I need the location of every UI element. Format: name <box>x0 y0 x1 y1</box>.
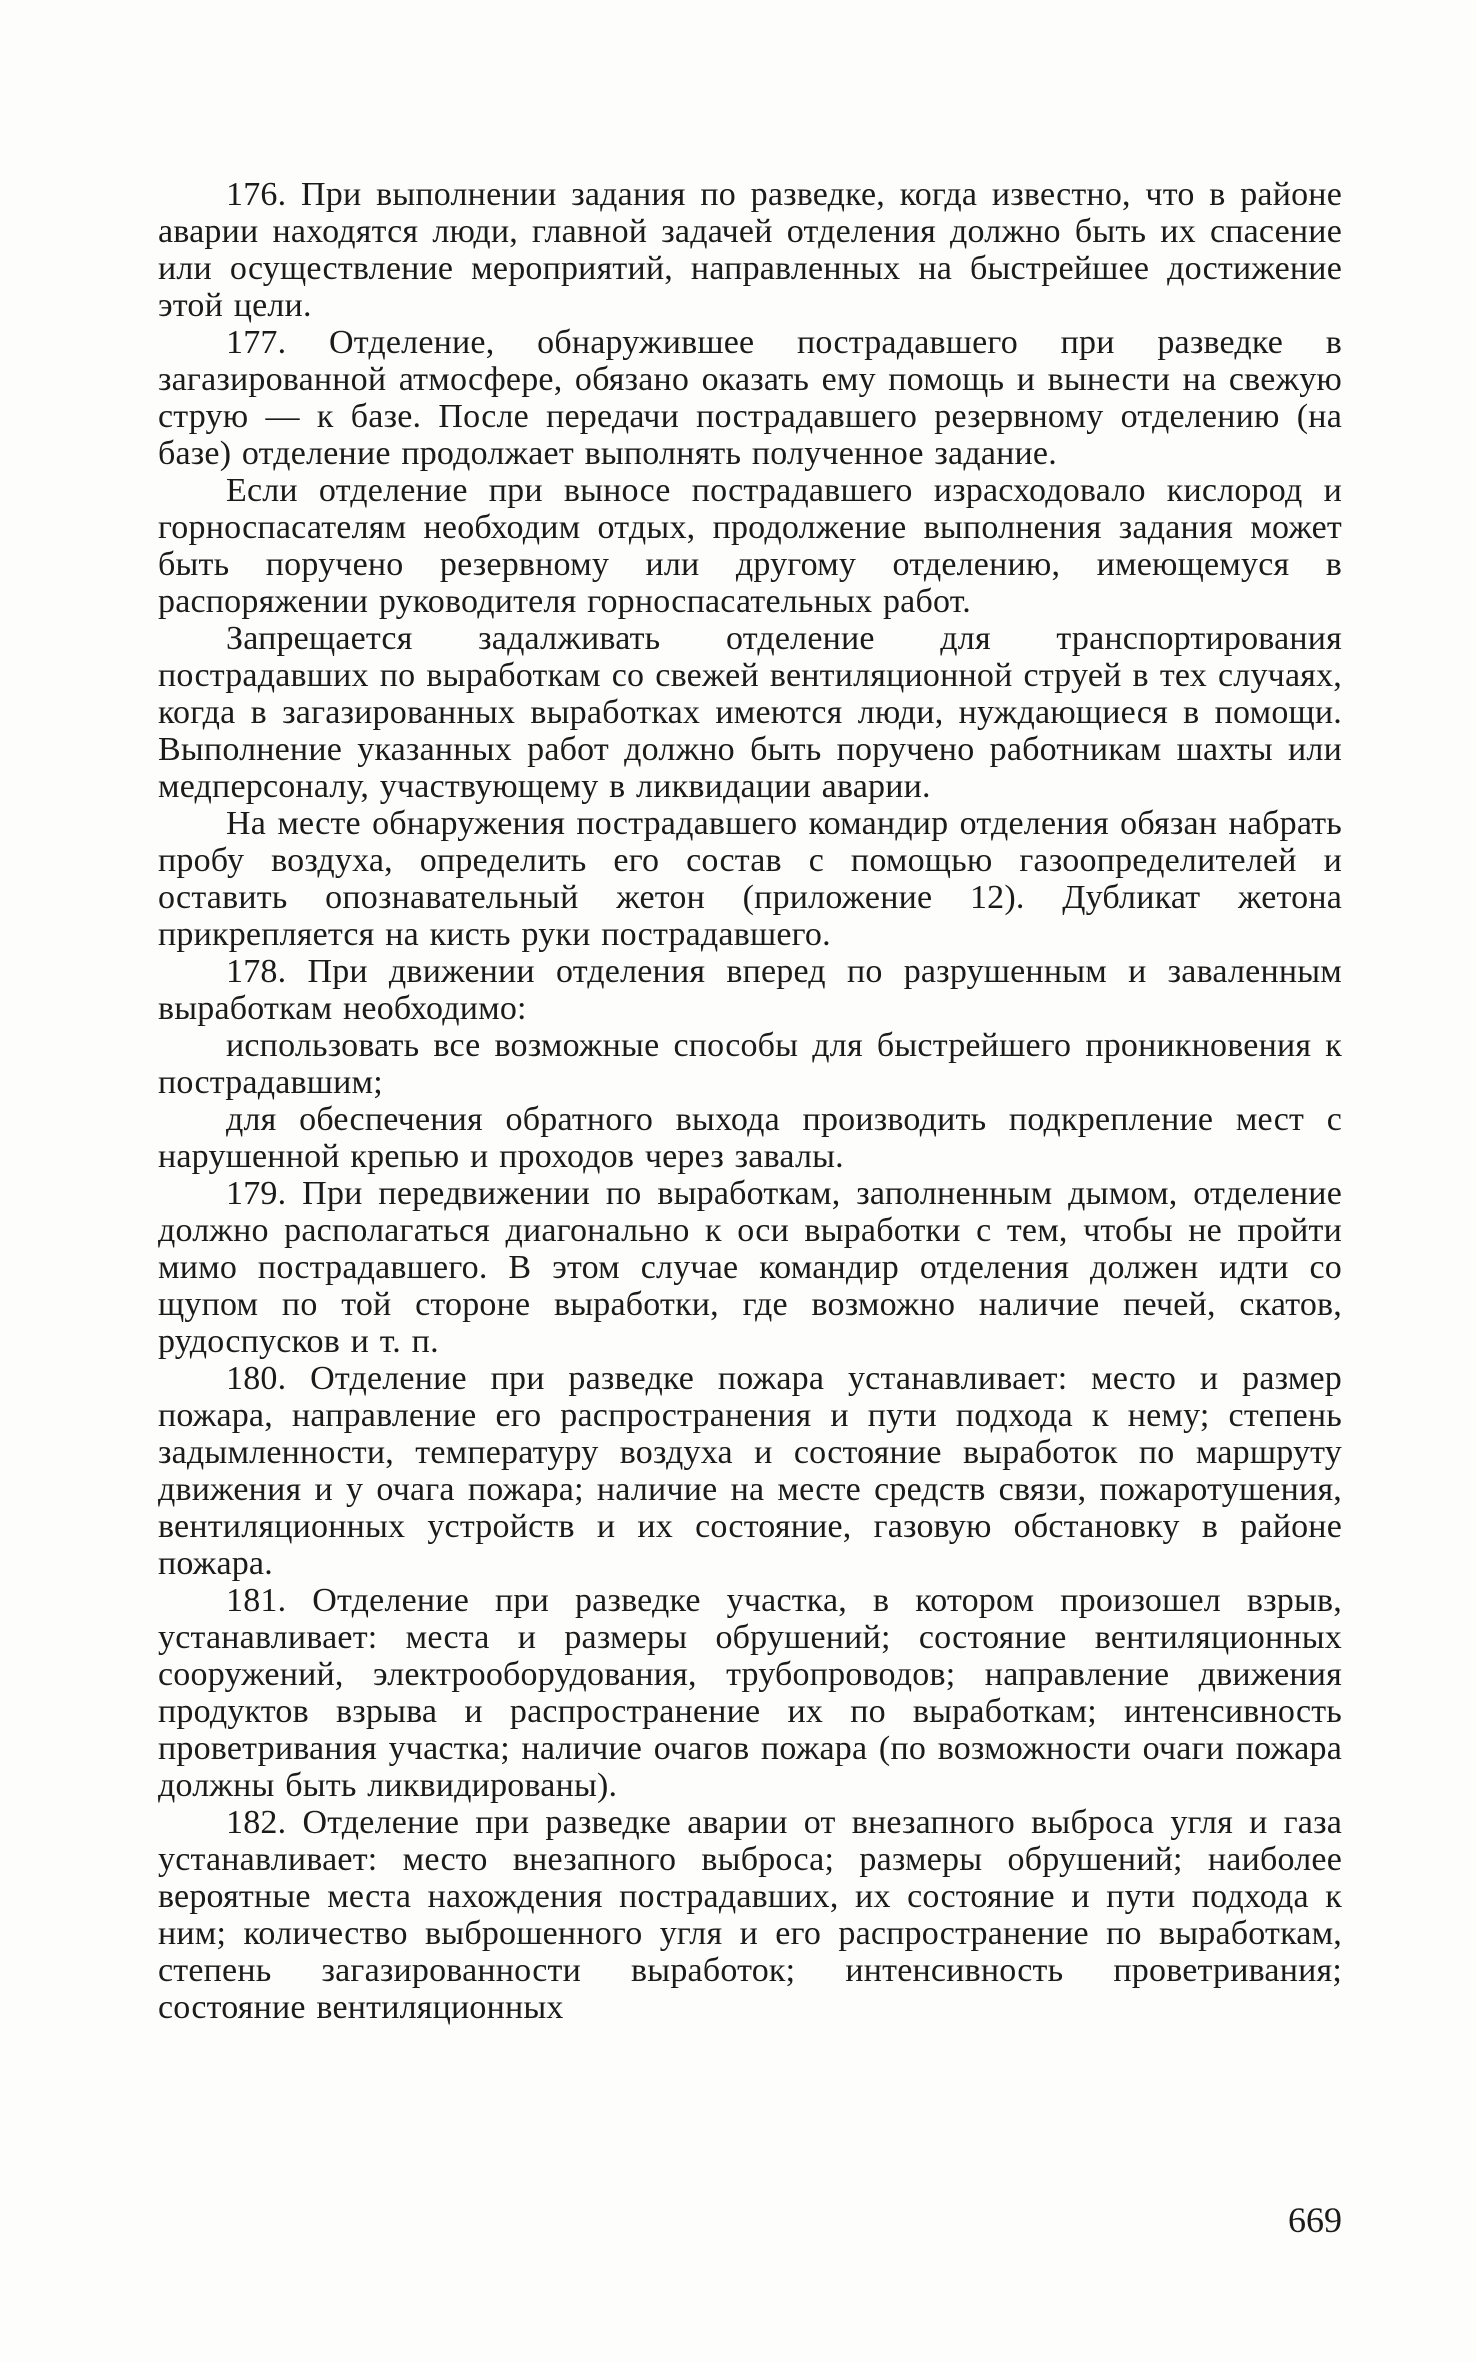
paragraph-177: 177. Отделение, обнаружившее пострадавшего при разведке в загазированной атмосфере, обязано оказать ему помощь и вынести на свежую струю — к базе. После передачи пострадавшего резервному отделению (на базе) отделение продолжает выполнять полученное задание. <box>158 324 1342 472</box>
paragraph-180: 180. Отделение при разведке пожара устанавливает: место и размер пожара, направление его распространения и пути подхода к нему; степень задымленности, температуру воздуха и состояние выработок по маршруту движения и у очага пожара; наличие на месте средств связи, пожаротушения, вентиляционных устройств и их состояние, газовую обстановку в районе пожара. <box>158 1360 1342 1582</box>
paragraph-179: 179. При передвижении по выработкам, заполненным дымом, отделение должно располагаться диагонально к оси выработки с тем, чтобы не пройти мимо пострадавшего. В этом случае командир отделения должен идти со щупом по той стороне выработки, где возможно наличие печей, скатов, рудоспусков и т. п. <box>158 1175 1342 1360</box>
paragraph-177-oxygen: Если отделение при выносе пострадавшего израсходовало кислород и горноспасателям необходим отдых, продолжение выполнения задания может быть поручено резервному или другому отделению, имеющемуся в распоряжении руководителя горноспасательных работ. <box>158 472 1342 620</box>
paragraph-178-item-2: для обеспечения обратного выхода производить подкрепление мест с нарушенной крепью и проходов через завалы. <box>158 1101 1342 1175</box>
body-text <box>158 176 1342 2026</box>
paragraph-177-prohibition: Запрещается задалживать отделение для транспортирования пострадавших по выработкам со свежей вентиляционной струей в тех случаях, когда в загазированных выработках имеются люди, нуждающиеся в помощи. Выполнение указанных работ должно быть поручено работникам шахты или медперсоналу, участвующему в ликвидации аварии. <box>158 620 1342 805</box>
paragraph-177-air-sample: На месте обнаружения пострадавшего командир отделения обязан набрать пробу воздуха, определить его состав с помощью газоопределителей и оставить опознавательный жетон (приложение 12). Дубликат жетона прикрепляется на кисть руки пострадавшего. <box>158 805 1342 953</box>
page-number: 669 <box>1288 2200 1342 2240</box>
paragraph-178: 178. При движении отделения вперед по разрушенным и заваленным выработкам необходимо: <box>158 953 1342 1027</box>
paragraph-181: 181. Отделение при разведке участка, в котором произошел взрыв, устанавливает: места и размеры обрушений; состояние вентиляционных сооружений, электрооборудования, трубопроводов; направление движения продуктов взрыва и распространение их по выработкам; интенсивность проветривания участка; наличие очагов пожара (по возможности очаги пожара должны быть ликвидированы). <box>158 1582 1342 1804</box>
paragraph-178-item-1: использовать все возможные способы для быстрейшего проникновения к пострадавшим; <box>158 1027 1342 1101</box>
paragraph-176: 176. При выполнении задания по разведке, когда известно, что в районе аварии находятся люди, главной задачей отделения должно быть их спасение или осуществление мероприятий, направленных на быстрейшее достижение этой цели. <box>158 176 1342 324</box>
paragraph-182: 182. Отделение при разведке аварии от внезапного выброса угля и газа устанавливает: место внезапного выброса; размеры обрушений; наиболее вероятные места нахождения пострадавших, их состояние и пути подхода к ним; количество выброшенного угля и его распространение по выработкам, степень загазированности выработок; интенсивность проветривания; состояние вентиляционных <box>158 1804 1342 2026</box>
